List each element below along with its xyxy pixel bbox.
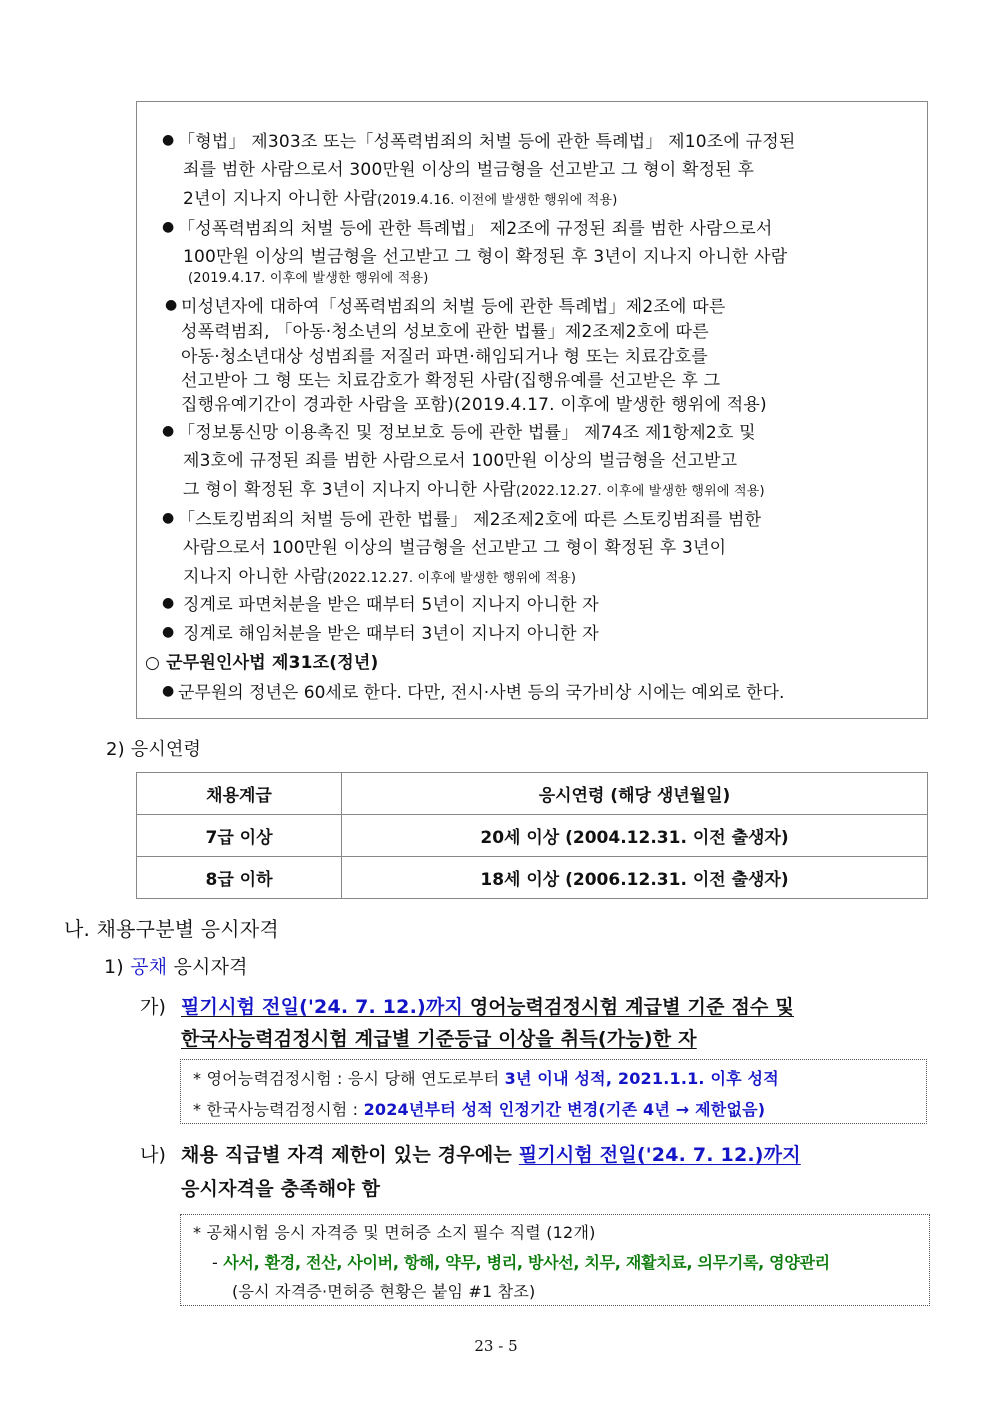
item2-line1: 「성폭력범죄의 처벌 등에 관한 특례법」 제2조에 규정된 죄를 범한 사람으로서 bbox=[178, 219, 773, 239]
note-korean-history: * 한국사능력검정시험 : 2024년부터 성적 인정기간 변경(기존 4년 → 제한없음) bbox=[193, 1100, 766, 1119]
table-row bbox=[137, 857, 928, 899]
bullet-icon: ● bbox=[165, 297, 178, 313]
age-section-title: 2) 응시연령 bbox=[106, 739, 202, 760]
table-row bbox=[137, 815, 928, 857]
page-number: 23 - 5 bbox=[474, 1337, 518, 1355]
item-ga-line1: 필기시험 전일('24. 7. 12.)까지 영어능력검정시험 계급별 기준 점수 및 bbox=[181, 996, 794, 1018]
bullet-icon: ● bbox=[162, 683, 175, 699]
item3-line1: 미성년자에 대하여「성폭력범죄의 처벌 등에 관한 특례법」제2조에 따른 bbox=[181, 297, 726, 317]
table-cell-grade: 7급 이상 bbox=[137, 815, 342, 857]
note-licenses-ref: (응시 자격증·면허증 현황은 붙임 #1 참조) bbox=[232, 1282, 536, 1301]
item-na-line2: 응시자격을 충족해야 함 bbox=[181, 1178, 381, 1200]
item4-line2: 제3호에 규정된 죄를 범한 사람으로서 100만원 이상의 벌금형을 선고받고 bbox=[183, 451, 738, 471]
item3-line3: 아동·청소년대상 성범죄를 저질러 파면·해임되거나 형 또는 치료감호를 bbox=[181, 347, 708, 367]
table-cell-grade: 8급 이하 bbox=[137, 857, 342, 899]
item3-line4: 선고받아 그 형 또는 치료감호가 확정된 사람(집행유예를 선고받은 후 그 bbox=[181, 371, 721, 391]
item5-line3: 지나지 아니한 사람(2022.12.27. 이후에 발생한 행위에 적용) bbox=[183, 567, 577, 587]
item4-line1: 「정보통신망 이용촉진 및 정보보호 등에 관한 법률」 제74조 제1항제2호 및 bbox=[178, 423, 756, 443]
item7: 징계로 해임처분을 받은 때부터 3년이 지나지 아니한 자 bbox=[183, 624, 599, 644]
note-english: * 영어능력검정시험 : 응시 당해 연도로부터 3년 이내 성적, 2021.1.1. 이후 성적 bbox=[193, 1069, 779, 1088]
bullet-icon: ● bbox=[162, 595, 175, 611]
table-cell-age: 20세 이상 (2004.12.31. 이전 출생자) bbox=[342, 815, 928, 857]
bullet-icon: ● bbox=[162, 132, 175, 148]
subsection-title: 1) 공채 응시자격 bbox=[104, 956, 248, 978]
item-ga-line2: 한국사능력검정시험 계급별 기준등급 이상을 취득(가능)한 자 bbox=[181, 1028, 697, 1050]
item4-line3: 그 형이 확정된 후 3년이 지나지 아니한 사람(2022.12.27. 이후에 발생한 행위에 적용) bbox=[183, 480, 765, 500]
law-heading: ○ 군무원인사법 제31조(정년) bbox=[145, 653, 379, 673]
item-na-marker: 나) bbox=[140, 1144, 167, 1166]
table-header-row bbox=[137, 773, 928, 815]
item1-line1: 「형법」 제303조 또는「성폭력범죄의 처벌 등에 관한 특례법」 제10조에 규정된 bbox=[178, 132, 796, 152]
section-title: 나. 채용구분별 응시자격 bbox=[64, 917, 279, 941]
item1-line3: 2년이 지나지 아니한 사람(2019.4.16. 이전에 발생한 행위에 적용) bbox=[183, 189, 618, 209]
item3-line5: 집행유예기간이 경과한 사람을 포함)(2019.4.17. 이후에 발생한 행위에 적용) bbox=[181, 395, 767, 415]
note-licenses-list: - 사서, 환경, 전산, 사이버, 항해, 약무, 병리, 방사선, 치무, 재활치료, 의무기록, 영양관리 bbox=[212, 1253, 830, 1272]
bullet-icon: ● bbox=[162, 219, 175, 235]
item-na-line1: 채용 직급별 자격 제한이 있는 경우에는 필기시험 전일('24. 7. 12.)까지 bbox=[181, 1144, 801, 1166]
law-text: 군무원의 정년은 60세로 한다. 다만, 전시·사변 등의 국가비상 시에는 예외로 한다. bbox=[178, 683, 785, 703]
table-header-cell: 응시연령 (해당 생년월일) bbox=[342, 773, 928, 815]
item2-note: (2019.4.17. 이후에 발생한 행위에 적용) bbox=[188, 271, 429, 286]
item5-line1: 「스토킹범죄의 처벌 등에 관한 법률」 제2조제2호에 따른 스토킹범죄를 범한 bbox=[178, 510, 762, 530]
item2-line2: 100만원 이상의 벌금형을 선고받고 그 형이 확정된 후 3년이 지나지 아니한 사람 bbox=[183, 247, 788, 267]
bullet-icon: ● bbox=[162, 510, 175, 526]
age-table bbox=[136, 772, 928, 899]
item1-line2: 죄를 범한 사람으로서 300만원 이상의 벌금형을 선고받고 그 형이 확정된 후 bbox=[183, 160, 755, 180]
table-header-cell: 채용계급 bbox=[137, 773, 342, 815]
item6: 징계로 파면처분을 받은 때부터 5년이 지나지 아니한 자 bbox=[183, 595, 599, 615]
item5-line2: 사람으로서 100만원 이상의 벌금형을 선고받고 그 형이 확정된 후 3년이 bbox=[183, 538, 727, 558]
item-ga-marker: 가) bbox=[140, 996, 167, 1018]
bullet-icon: ● bbox=[162, 423, 175, 439]
table-cell-age: 18세 이상 (2006.12.31. 이전 출생자) bbox=[342, 857, 928, 899]
note-licenses-title: * 공채시험 응시 자격증 및 면허증 소지 필수 직렬 (12개) bbox=[193, 1223, 596, 1242]
item3-line2: 성폭력범죄, 「아동·청소년의 성보호에 관한 법률」제2조제2호에 따른 bbox=[181, 322, 709, 342]
bullet-icon: ● bbox=[162, 624, 175, 640]
